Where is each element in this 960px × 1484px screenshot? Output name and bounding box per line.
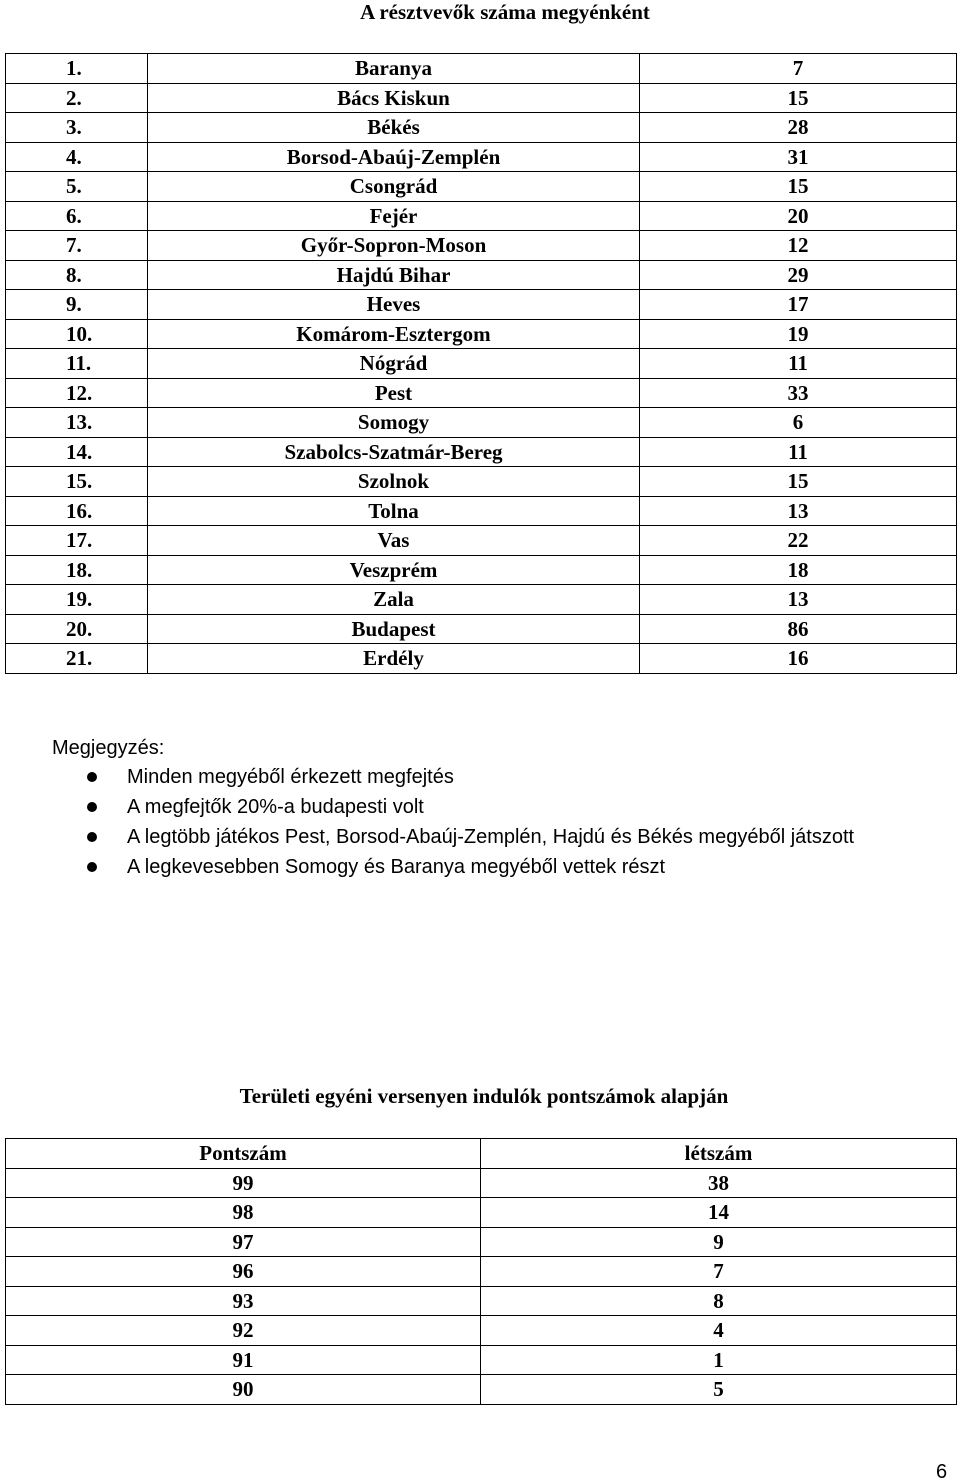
participant-count: 11 <box>640 437 957 467</box>
participant-count: 6 <box>640 408 957 438</box>
column-header-headcount: létszám <box>481 1139 957 1169</box>
participant-count: 22 <box>640 526 957 556</box>
county-name: Budapest <box>148 614 640 644</box>
note-label: Megjegyzés: <box>52 737 165 759</box>
table-row <box>6 467 957 497</box>
participant-count: 31 <box>640 142 957 172</box>
row-number: 5. <box>6 172 148 202</box>
row-number: 21. <box>6 644 148 674</box>
county-name: Borsod-Abaúj-Zemplén <box>148 142 640 172</box>
table-row <box>6 437 957 467</box>
participant-count: 17 <box>640 290 957 320</box>
note-text: A legkevesebben Somogy és Baranya megyéből vettek részt <box>127 856 666 878</box>
score-value: 90 <box>6 1375 481 1405</box>
participant-count: 13 <box>640 585 957 615</box>
county-name: Veszprém <box>148 555 640 585</box>
table-row <box>6 172 957 202</box>
table-row <box>6 496 957 526</box>
table-row <box>6 54 957 84</box>
participant-count: 15 <box>640 467 957 497</box>
county-name: Zala <box>148 585 640 615</box>
county-name: Csongrád <box>148 172 640 202</box>
row-number: 3. <box>6 113 148 143</box>
row-number: 16. <box>6 496 148 526</box>
table-row <box>6 644 957 674</box>
county-name: Nógrád <box>148 349 640 379</box>
table-row <box>6 349 957 379</box>
participant-count: 16 <box>640 644 957 674</box>
table-row <box>6 585 957 615</box>
table-row <box>6 555 957 585</box>
table-row <box>6 231 957 261</box>
headcount-value: 7 <box>481 1257 957 1287</box>
county-name: Somogy <box>148 408 640 438</box>
row-number: 7. <box>6 231 148 261</box>
list-item <box>0 852 854 882</box>
county-name: Békés <box>148 113 640 143</box>
score-table <box>5 1138 957 1405</box>
bullet-icon <box>87 802 97 812</box>
table-row <box>6 1168 957 1198</box>
row-number: 11. <box>6 349 148 379</box>
county-name: Vas <box>148 526 640 556</box>
table-row <box>6 1257 957 1287</box>
headcount-value: 5 <box>481 1375 957 1405</box>
headcount-value: 1 <box>481 1345 957 1375</box>
score-value: 97 <box>6 1227 481 1257</box>
participant-count: 13 <box>640 496 957 526</box>
score-value: 99 <box>6 1168 481 1198</box>
list-item <box>0 762 854 792</box>
county-name: Bács Kiskun <box>148 83 640 113</box>
county-name: Heves <box>148 290 640 320</box>
headcount-value: 8 <box>481 1286 957 1316</box>
county-name: Szabolcs-Szatmár-Bereg <box>148 437 640 467</box>
county-table-body <box>6 54 957 674</box>
table-row <box>6 1316 957 1346</box>
table-row <box>6 83 957 113</box>
note-text: A legtöbb játékos Pest, Borsod-Abaúj-Zemplén, Hajdú és Békés megyéből játszott <box>127 826 855 848</box>
score-table-body <box>6 1139 957 1405</box>
headcount-value: 38 <box>481 1168 957 1198</box>
row-number: 15. <box>6 467 148 497</box>
score-value: 91 <box>6 1345 481 1375</box>
headcount-value: 14 <box>481 1198 957 1228</box>
table-row <box>6 142 957 172</box>
table-row <box>6 1375 957 1405</box>
row-number: 20. <box>6 614 148 644</box>
bullet-icon <box>87 862 97 872</box>
row-number: 18. <box>6 555 148 585</box>
table-row <box>6 201 957 231</box>
table-row <box>6 1227 957 1257</box>
score-value: 98 <box>6 1198 481 1228</box>
row-number: 12. <box>6 378 148 408</box>
table-row <box>6 614 957 644</box>
row-number: 8. <box>6 260 148 290</box>
table-row <box>6 1345 957 1375</box>
column-header-score: Pontszám <box>6 1139 481 1169</box>
score-value: 96 <box>6 1257 481 1287</box>
county-name: Szolnok <box>148 467 640 497</box>
row-number: 2. <box>6 83 148 113</box>
county-name: Erdély <box>148 644 640 674</box>
table-header-row <box>6 1139 957 1169</box>
table-row <box>6 378 957 408</box>
participant-count: 28 <box>640 113 957 143</box>
row-number: 9. <box>6 290 148 320</box>
note-list <box>0 762 854 882</box>
table-row <box>6 526 957 556</box>
row-number: 10. <box>6 319 148 349</box>
row-number: 1. <box>6 54 148 84</box>
page-title: A résztvevők száma megyénként <box>360 0 650 24</box>
list-item <box>0 822 854 852</box>
table-row <box>6 1286 957 1316</box>
table-row <box>6 260 957 290</box>
participant-count: 12 <box>640 231 957 261</box>
participant-count: 20 <box>640 201 957 231</box>
row-number: 17. <box>6 526 148 556</box>
participant-count: 86 <box>640 614 957 644</box>
row-number: 13. <box>6 408 148 438</box>
note-text: Minden megyéből érkezett megfejtés <box>127 766 454 788</box>
participant-count: 11 <box>640 349 957 379</box>
participant-count: 19 <box>640 319 957 349</box>
bullet-icon <box>87 772 97 782</box>
county-table <box>5 53 957 674</box>
county-name: Fejér <box>148 201 640 231</box>
page-number: 6 <box>936 1461 948 1483</box>
county-name: Hajdú Bihar <box>148 260 640 290</box>
score-value: 92 <box>6 1316 481 1346</box>
section-title: Területi egyéni versenyen indulók pontszámok alapján <box>239 1084 729 1108</box>
table-row <box>6 408 957 438</box>
participant-count: 7 <box>640 54 957 84</box>
participant-count: 33 <box>640 378 957 408</box>
headcount-value: 9 <box>481 1227 957 1257</box>
table-row <box>6 319 957 349</box>
row-number: 6. <box>6 201 148 231</box>
county-name: Komárom-Esztergom <box>148 319 640 349</box>
participant-count: 18 <box>640 555 957 585</box>
note-text: A megfejtők 20%-a budapesti volt <box>127 796 424 818</box>
participant-count: 15 <box>640 83 957 113</box>
participant-count: 29 <box>640 260 957 290</box>
table-row <box>6 1198 957 1228</box>
score-value: 93 <box>6 1286 481 1316</box>
table-row <box>6 113 957 143</box>
row-number: 19. <box>6 585 148 615</box>
bullet-icon <box>87 832 97 842</box>
county-name: Pest <box>148 378 640 408</box>
participant-count: 15 <box>640 172 957 202</box>
table-row <box>6 290 957 320</box>
headcount-value: 4 <box>481 1316 957 1346</box>
county-name: Győr-Sopron-Moson <box>148 231 640 261</box>
row-number: 4. <box>6 142 148 172</box>
row-number: 14. <box>6 437 148 467</box>
county-name: Baranya <box>148 54 640 84</box>
county-name: Tolna <box>148 496 640 526</box>
list-item <box>0 792 854 822</box>
